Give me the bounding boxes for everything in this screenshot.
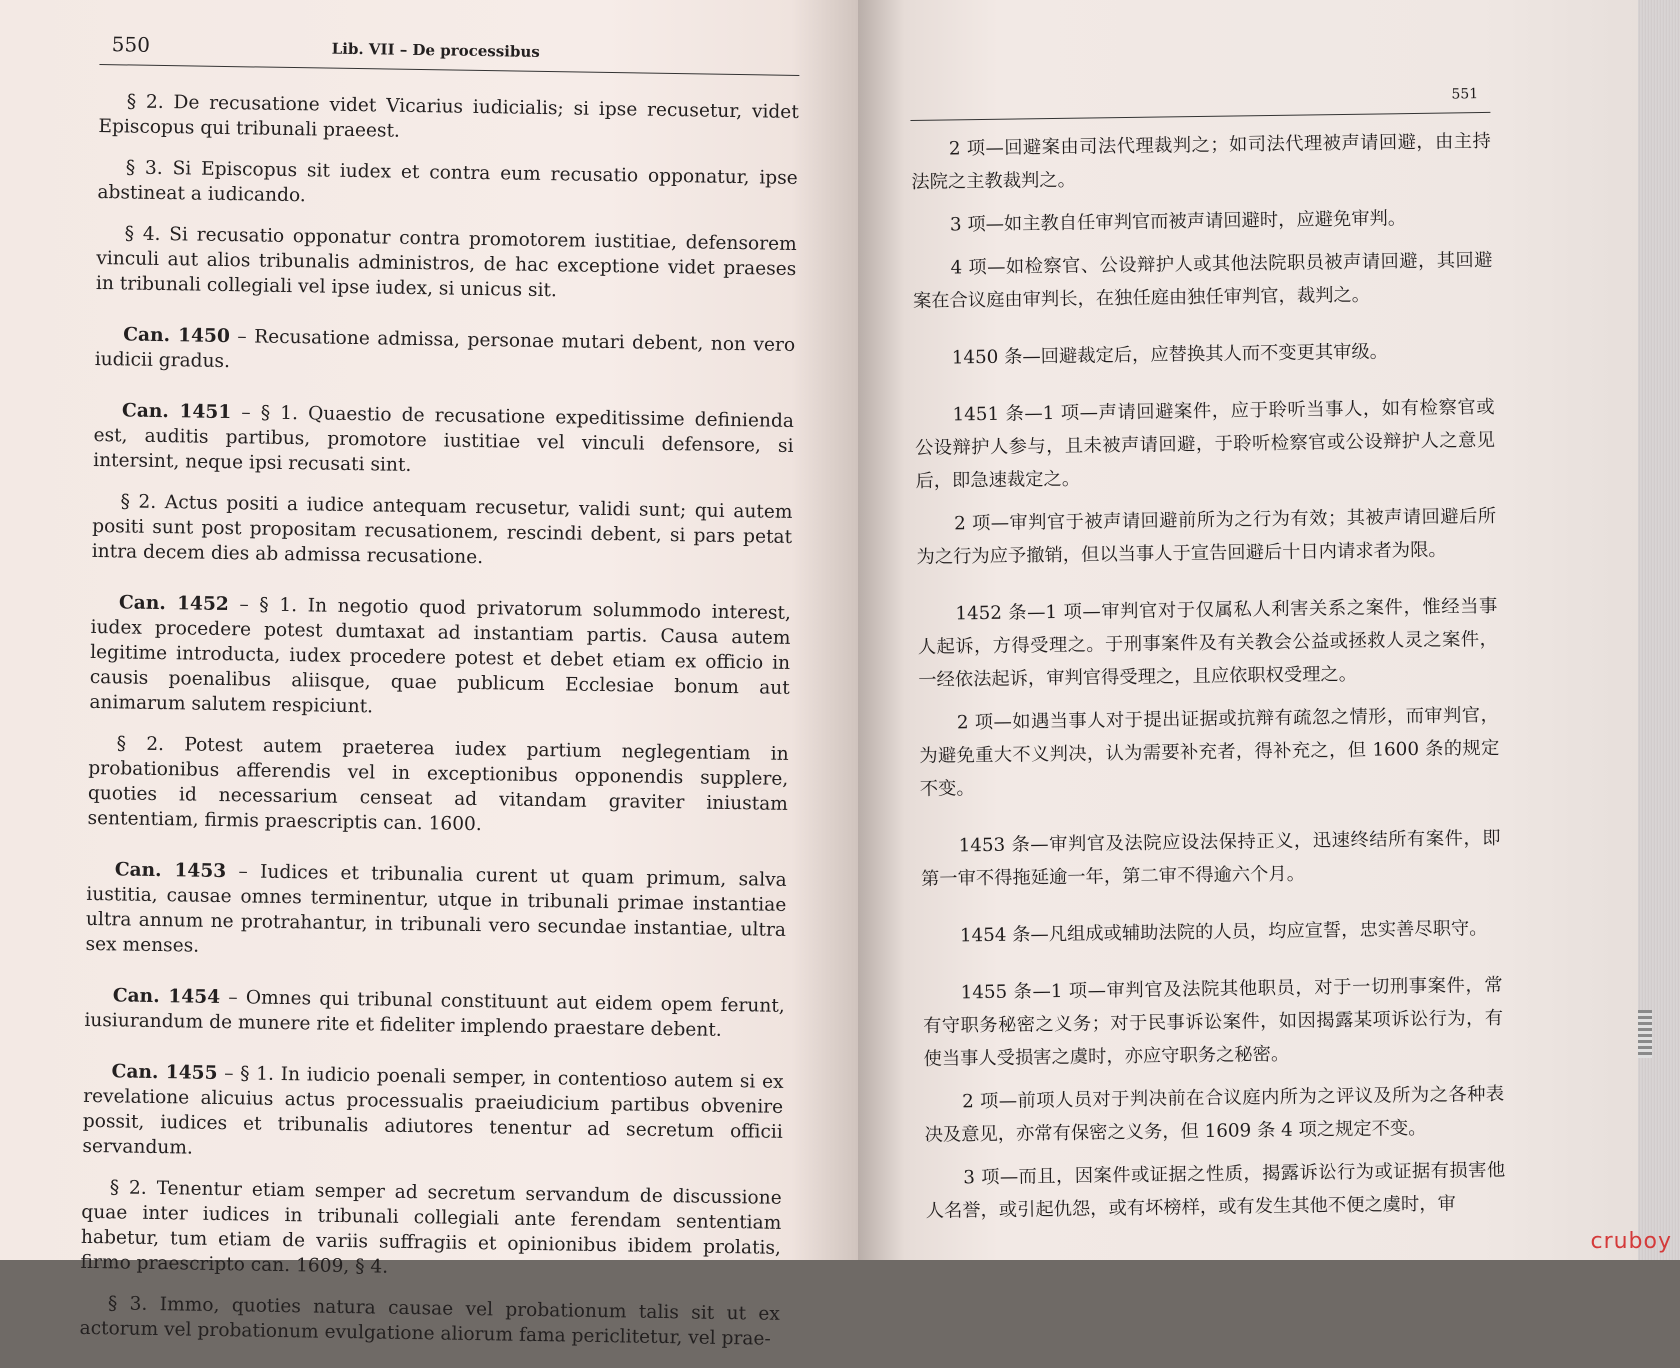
canon-paragraph (84, 983, 785, 1044)
left-page-number: 550 (111, 32, 151, 57)
canon-text: – Recusatione admissa, personae mutari debent, non vero iudicii gradus. (94, 326, 796, 373)
canon-text: – § 1. In negotio quod privatorum solummodo interest, iudex procedere potest dumtaxat ad instantiam partis. Causa autem legitime introducta, iudex procedere potest et debet etiam ex officio in causis poenalibus aliisque, quae publicum Ecclesiae bonum aut animarum salutem respiciunt. (89, 594, 792, 718)
section-paragraph: § 3. Immo, quoties natura causae vel probationum talis sit ut ex actorum vel probationum evulgatione aliorum fama periclitetur, vel prae- (79, 1293, 781, 1350)
running-head: Lib. VII – De processibus (331, 39, 540, 61)
canon-paragraph: 1452 条—1 项—审判官对于仅属私人利害关系之案件，惟经当事人起诉，方得受理之。于刑事案件及有关教会公益或拯救人灵之案件，一经依法起诉，审判官得受理之，且应依职权受理之。 (917, 595, 1498, 691)
canon-paragraph (85, 857, 786, 968)
canon-paragraph (82, 1059, 783, 1170)
section-paragraph: § 2. Actus positi a iudice antequam recusetur, validi sunt; qui autem positi sunt post propositam recusationem, rescindi debent, si pars petat intra decem dies ab admissa recusatione. (91, 491, 793, 569)
section-paragraph: § 2. Potest autem praeterea iudex partium neglegentiam in probationibus afferendis vel in exceptionibus opponendis supplere, quoties id necessarium censeat ad vitandam graviter iniustam sententiam, firmis praescriptis can. 1600. (87, 733, 789, 836)
canon-paragraph: 1451 条—1 项—声请回避案件，应于聆听当事人，如有检察官或公设辩护人参与，且未被声请回避，于聆听检察官或公设辩护人之意见后，即急速裁定之。 (914, 396, 1496, 492)
canon-paragraph (89, 590, 791, 726)
bookmark-ribbon (1638, 1010, 1652, 1058)
latin-text (79, 65, 799, 1352)
section-paragraph: 2 项—如遇当事人对于提出证据或抗辩有疏忽之情形，而审判官，为避免重大不义判决，认为需要补充者，得补充之，但 1600 条的规定不变。 (919, 704, 1500, 800)
canon-paragraph (95, 322, 796, 383)
canon-text: – § 1. Quaestio de recusatione expeditissime definienda est, auditis partibus, promotore iustitiae vel vinculi defensore, si intersint, neque ipsi recusati sint. (93, 402, 795, 476)
canon-text: – Omnes qui tribunal constituunt aut eidem opem ferunt, iusiurandum de munere rite et fideliter implendo praestare debent. (84, 987, 785, 1041)
watermark: cruboy (1590, 1229, 1672, 1254)
left-page-content (79, 28, 800, 1368)
canon-label: Can. 1453 (114, 859, 227, 883)
section-paragraph: § 4. Si recusatio opponatur contra promotorem iustitiae, defensorem vinculi aut alios tribunalis administros, de hac exceptione videt praeses in tribunali collegiali vel ipse iudex, si unicus sit. (95, 223, 797, 302)
section-paragraph: § 2. Tenentur etiam semper ad secretum servandum de discussione quae inter iudices in tribunali collegiali ante ferendam sententiam habetur, tum etiam de variis suffragiis et opinionibus ibidem prolatis, firmo praescripto can. 1609, § 4. (80, 1177, 782, 1278)
section-paragraph: 3 项—而且，因案件或证据之性质，揭露诉讼行为或证据有损害他人名誉，或引起仇怨，或有坏榜样，或有发生其他不便之虞时，审 (925, 1159, 1506, 1222)
section-paragraph: § 2. De recusatione videt Vicarius iudicialis; si ipse recusetur, videt Episcopus qui tribunali praeest. (98, 91, 799, 142)
right-page-content (910, 78, 1506, 1238)
section-paragraph: § 3. Si Episcopus sit iudex et contra eum recusatio opponatur, ipse abstineat a iudicando. (97, 157, 798, 207)
section-paragraph: 3 项—如主教自任审判官而被声请回避时，应避免审判。 (949, 208, 1407, 236)
right-page-number: 551 (1451, 86, 1479, 103)
canon-paragraph: 1453 条—审判官及法院应设法保持正义，迅速终结所有案件，即第一审不得拖延逾一年，第二审不得逾六个月。 (920, 827, 1501, 890)
canon-label: Can. 1451 (121, 400, 232, 424)
canon-paragraph: 1454 条—凡组成或辅助法院的人员，均应宣誓，忠实善尽职守。 (959, 918, 1488, 947)
canon-paragraph: 1450 条—回避裁定后，应替换其人而不变更其审级。 (951, 341, 1389, 369)
canon-text: – Iudices et tribunalia curent ut quam primum, salva iustitia, causae omnes terminentur, utque in tribunali primae instantiae ultra annum ne protrahantur, in tribunali vero secundae instantiae, ultra sex menses. (85, 861, 787, 957)
section-paragraph: 2 项—前项人员对于判决前在合议庭内所为之评议及所为之各种表决及意见，亦常有保密之义务，但 1609 条 4 项之规定不变。 (924, 1083, 1505, 1146)
canon-paragraph (93, 398, 794, 484)
canon-label: Can. 1455 (111, 1061, 218, 1084)
section-paragraph: 4 项—如检察官、公设辩护人或其他法院职员被声请回避，其回避案在合议庭由审判长，在独任庭由独任审判官，裁判之。 (912, 249, 1493, 312)
page-edges (1638, 0, 1680, 1260)
canon-label: Can. 1454 (112, 985, 221, 1009)
section-paragraph: 2 项—回避案由司法代理裁判之；如司法代理被声请回避，由主持法院之主教裁判之。 (911, 130, 1491, 193)
canon-label: Can. 1452 (118, 592, 229, 616)
chinese-text (910, 113, 1505, 1228)
canon-paragraph: 1455 条—1 项—审判官及法院其他职员，对于一切刑事案件，常有守职务秘密之义务；对于民事诉讼案件，如因揭露某项诉讼行为，有使当事人受损害之虞时，亦应守职务之秘密。 (922, 974, 1504, 1070)
canon-text: – § 1. In iudicio poenali semper, in contentioso autem si ex revelatione alicuius actus processualis praeiudicium partibus obvenire possit, iudices et tribunalis adiutores tenentur ad secretum officii servandum. (82, 1062, 784, 1159)
section-paragraph: 2 项—审判官于被声请回避前所为之行为有效；其被声请回避后所为之行为应予撤销，但以当事人于宣告回避后十日内请求者为限。 (916, 505, 1497, 568)
canon-label: Can. 1450 (123, 324, 231, 348)
